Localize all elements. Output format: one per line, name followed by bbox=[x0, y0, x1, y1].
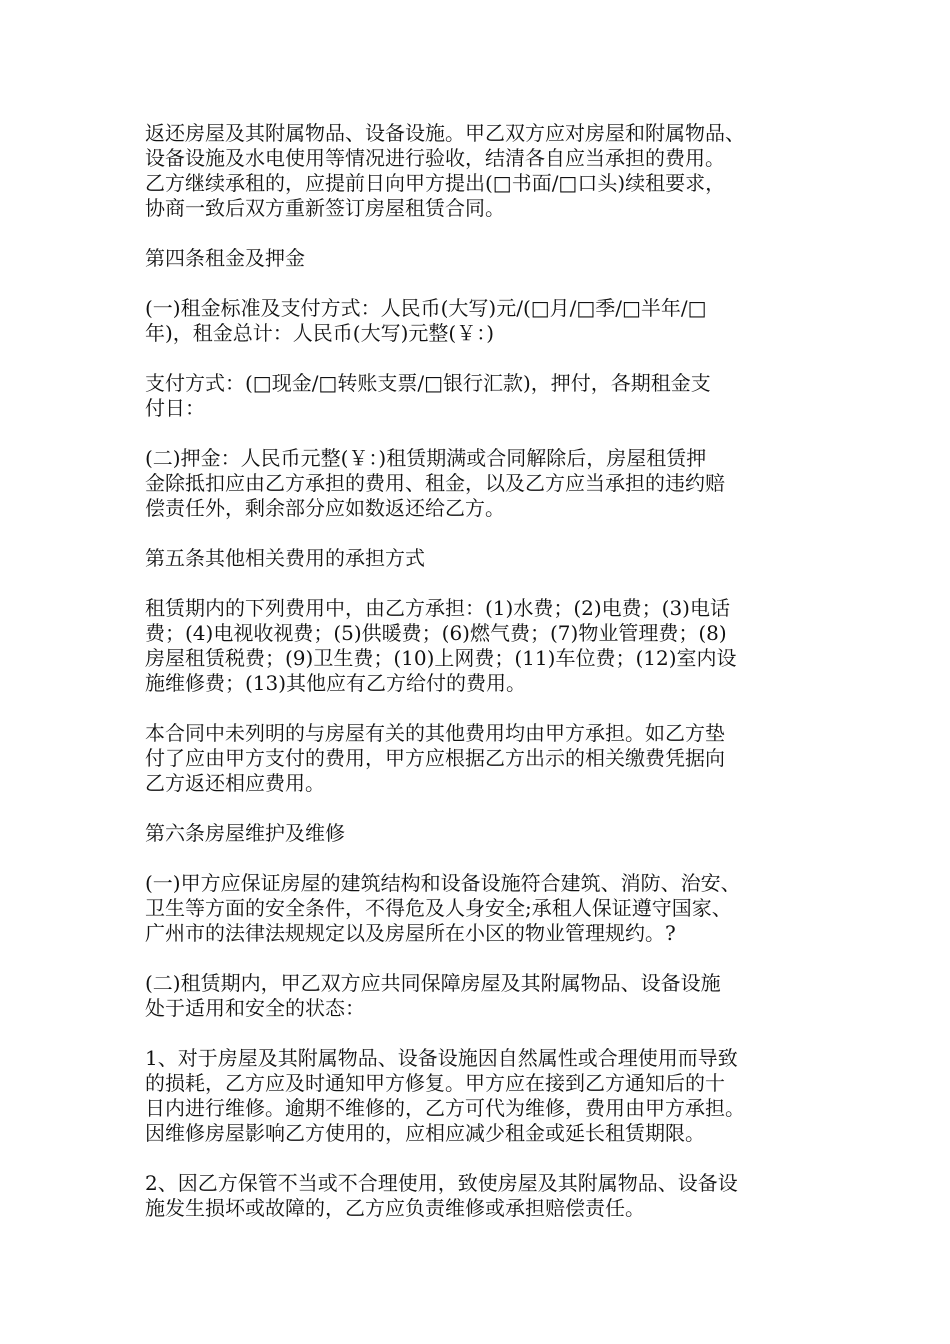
text-line: 租赁期内的下列费用中，由乙方承担：(1)水费；(2)电费；(3)电话 bbox=[145, 596, 730, 620]
paragraph-tenant-damage bbox=[145, 1171, 835, 1221]
paragraph-joint-maintenance bbox=[145, 971, 835, 1021]
text-line: 卫生等方面的安全条件，不得危及人身安全;承租人保证遵守国家、 bbox=[145, 896, 732, 920]
text-line: 设备设施及水电使用等情况进行验收，结清各自应当承担的费用。 bbox=[145, 146, 725, 170]
text-line: 的损耗，乙方应及时通知甲方修复。甲方应在接到乙方通知后的十 bbox=[145, 1071, 725, 1095]
text-line: 处于适用和安全的状态： bbox=[145, 996, 365, 1020]
text-line: 协商一致后双方重新签订房屋租赁合同。 bbox=[145, 196, 505, 220]
text-line: 2、因乙方保管不当或不合理使用，致使房屋及其附属物品、设备设 bbox=[145, 1171, 738, 1195]
article-5-heading: 第五条其他相关费用的承担方式 bbox=[145, 546, 425, 570]
text-line: 支付方式：(□现金/□转账支票/□银行汇款)，押付，各期租金支 bbox=[145, 371, 711, 395]
paragraph-deposit bbox=[145, 446, 835, 521]
text-line: 因维修房屋影响乙方使用的，应相应减少租金或延长租赁期限。 bbox=[145, 1121, 705, 1145]
text-line: 广州市的法律法规规定以及房屋所在小区的物业管理规约。? bbox=[145, 921, 676, 945]
text-line: 乙方返还相应费用。 bbox=[145, 771, 325, 795]
text-line: 付了应由甲方支付的费用，甲方应根据乙方出示的相关缴费凭据向 bbox=[145, 746, 725, 770]
text-line: 日内进行维修。逾期不维修的，乙方可代为维修，费用由甲方承担。 bbox=[145, 1096, 745, 1120]
text-line: 年)，租金总计：人民币(大写)元整(￥：) bbox=[145, 321, 495, 345]
text-line: 付日： bbox=[145, 396, 205, 420]
text-line: 施维修费；(13)其他应有乙方给付的费用。 bbox=[145, 671, 527, 695]
text-line: 返还房屋及其附属物品、设备设施。甲乙双方应对房屋和附属物品、 bbox=[145, 121, 745, 145]
paragraph-tenant-fees bbox=[145, 596, 835, 696]
text-line: (一)租金标准及支付方式：人民币(大写)元/(□月/□季/□半年/□ bbox=[145, 296, 707, 320]
text-line: (一)甲方应保证房屋的建筑结构和设备设施符合建筑、消防、治安、 bbox=[145, 871, 741, 895]
paragraph-natural-wear bbox=[145, 1046, 835, 1146]
paragraph-return-and-renewal bbox=[145, 121, 835, 221]
text-line: 施发生损坏或故障的，乙方应负责维修或承担赔偿责任。 bbox=[145, 1196, 645, 1220]
text-line: 乙方继续承租的，应提前日向甲方提出(□书面/□口头)续租要求， bbox=[145, 171, 726, 195]
paragraph-payment-method bbox=[145, 371, 835, 421]
text-line: 本合同中未列明的与房屋有关的其他费用均由甲方承担。如乙方垫 bbox=[145, 721, 725, 745]
text-line: 金除抵扣应由乙方承担的费用、租金，以及乙方应当承担的违约赔 bbox=[145, 471, 725, 495]
text-line: 费；(4)电视收视费；(5)供暖费；(6)燃气费；(7)物业管理费；(8) bbox=[145, 621, 727, 645]
document-page bbox=[145, 121, 835, 1246]
text-line: 房屋租赁税费；(9)卫生费；(10)上网费；(11)车位费；(12)室内设 bbox=[145, 646, 737, 670]
article-6-heading: 第六条房屋维护及维修 bbox=[145, 821, 345, 845]
text-line: (二)押金：人民币元整(￥：)租赁期满或合同解除后，房屋租赁押 bbox=[145, 446, 707, 470]
paragraph-safety-conditions bbox=[145, 871, 835, 946]
text-line: (二)租赁期内，甲乙双方应共同保障房屋及其附属物品、设备设施 bbox=[145, 971, 721, 995]
paragraph-rent-standard bbox=[145, 296, 835, 346]
paragraph-landlord-fees bbox=[145, 721, 835, 796]
text-line: 1、对于房屋及其附属物品、设备设施因自然属性或合理使用而导致 bbox=[145, 1046, 738, 1070]
text-line: 偿责任外，剩余部分应如数返还给乙方。 bbox=[145, 496, 505, 520]
article-4-heading: 第四条租金及押金 bbox=[145, 246, 305, 270]
